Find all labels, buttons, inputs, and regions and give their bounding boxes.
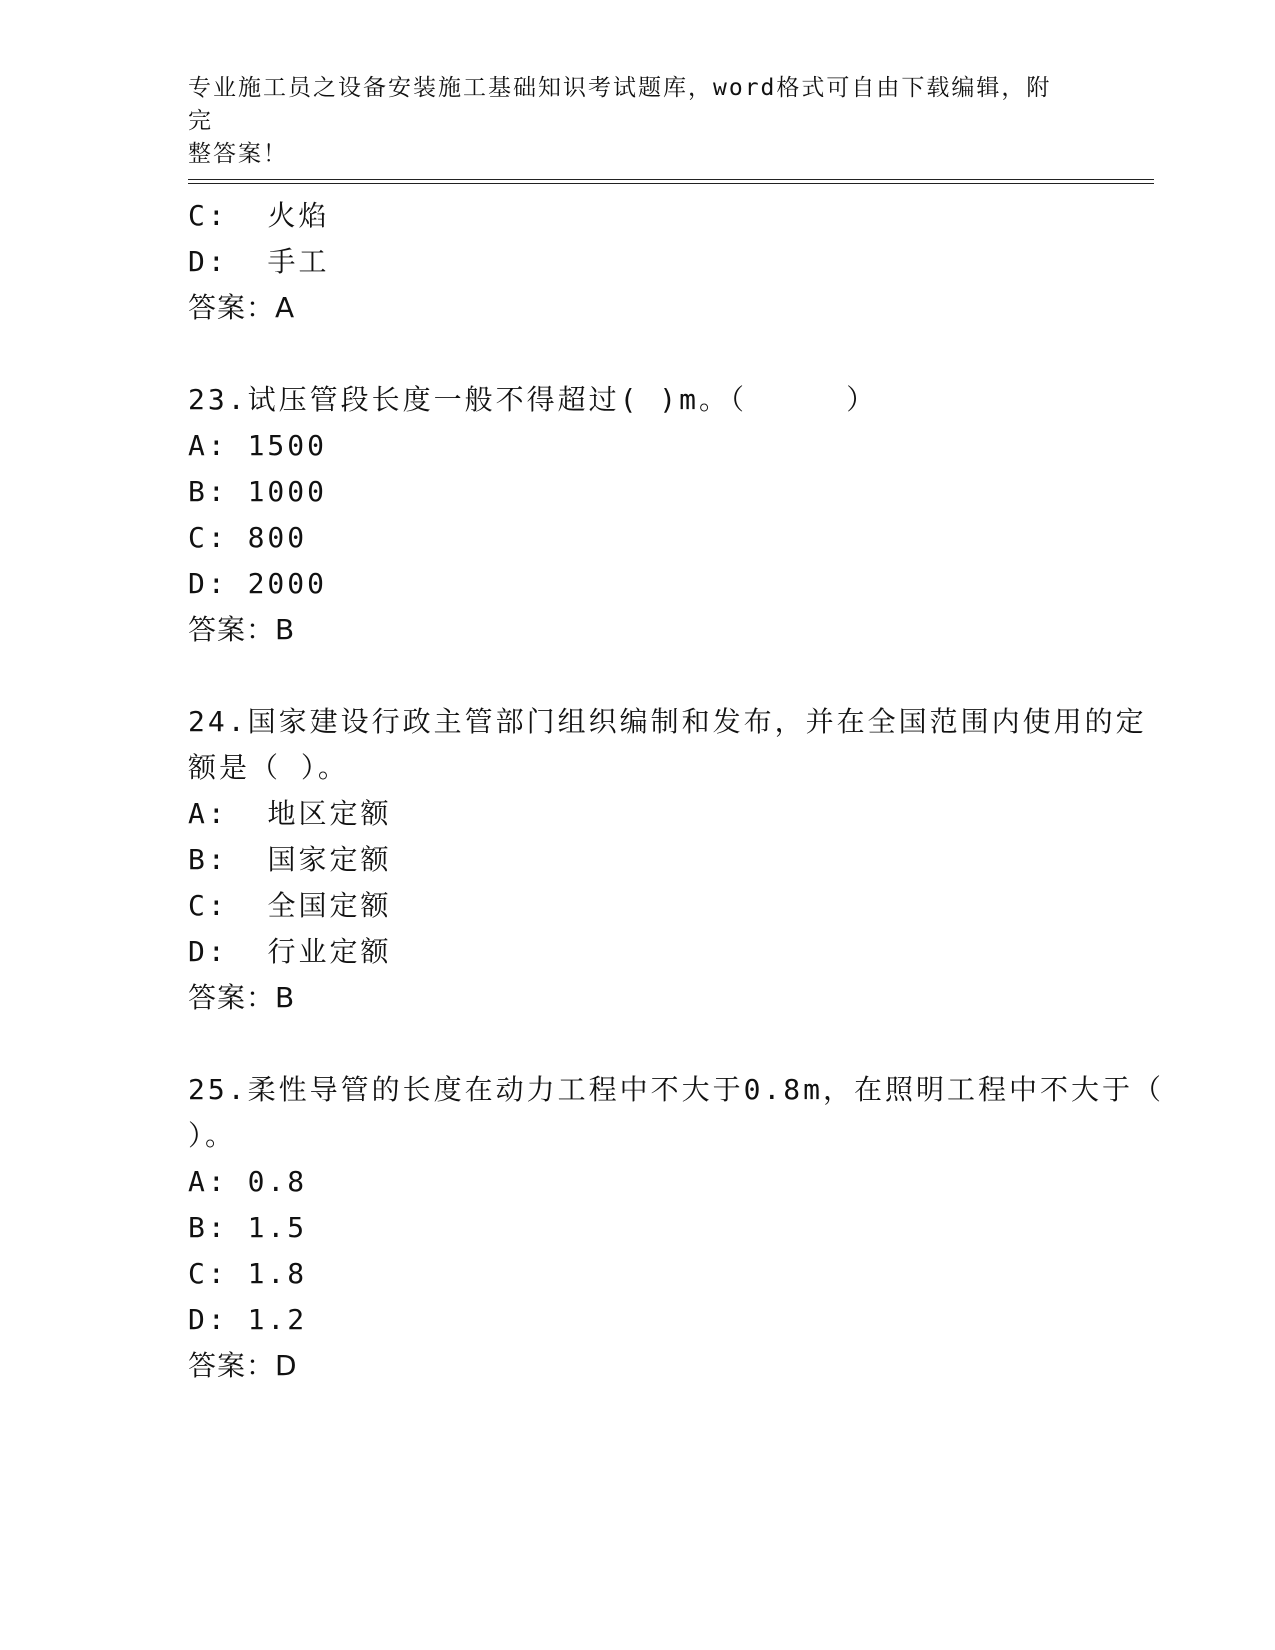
spacer bbox=[188, 331, 1088, 377]
option-line: C: 800 bbox=[188, 521, 308, 554]
option-line: D: 1.2 bbox=[188, 1303, 308, 1336]
answer-line: 答案：B bbox=[188, 613, 296, 646]
question-text-continued: 额是（ ）。 bbox=[188, 751, 349, 784]
option-label: C bbox=[188, 199, 208, 232]
spacer bbox=[188, 1021, 1088, 1067]
option-text: 火焰 bbox=[267, 199, 330, 232]
question-list bbox=[188, 193, 1165, 1389]
option-label: A bbox=[188, 797, 208, 830]
option-text: 1.5 bbox=[247, 1211, 308, 1244]
option-text: 1500 bbox=[247, 429, 328, 462]
option-text: 1.8 bbox=[247, 1257, 308, 1290]
option-line: B: 1000 bbox=[188, 475, 328, 508]
option-label: A bbox=[188, 1165, 208, 1198]
option-line: C: 1.8 bbox=[188, 1257, 308, 1290]
option-line: D: 手工 bbox=[188, 245, 330, 278]
option-label: A bbox=[188, 429, 208, 462]
header-line-2: 整答案！ bbox=[188, 141, 288, 167]
spacer bbox=[188, 653, 1088, 699]
header-divider-top bbox=[188, 179, 1154, 180]
option-label: C bbox=[188, 521, 208, 554]
option-label: C bbox=[188, 889, 208, 922]
option-text: 800 bbox=[247, 521, 308, 554]
option-text: 2000 bbox=[247, 567, 328, 600]
question-text: 23.试压管段长度一般不得超过( )m。（ ） bbox=[188, 383, 878, 416]
option-label: C bbox=[188, 1257, 208, 1290]
question-text: 24.国家建设行政主管部门组织编制和发布，并在全国范围内使用的定 bbox=[188, 705, 1147, 738]
option-line: B: 1.5 bbox=[188, 1211, 308, 1244]
option-label: D bbox=[188, 567, 208, 600]
option-text: 1.2 bbox=[247, 1303, 308, 1336]
option-text: 国家定额 bbox=[267, 843, 392, 876]
option-line: C: 火焰 bbox=[188, 199, 330, 232]
option-label: D bbox=[188, 1303, 208, 1336]
option-line: B: 国家定额 bbox=[188, 843, 392, 876]
option-label: D bbox=[188, 245, 208, 278]
answer-line: 答案：D bbox=[188, 1349, 298, 1382]
option-line: A: 1500 bbox=[188, 429, 328, 462]
option-line: C: 全国定额 bbox=[188, 889, 392, 922]
question-text-continued: ）。 bbox=[188, 1119, 237, 1152]
option-label: B bbox=[188, 1211, 208, 1244]
question-text: 25.柔性导管的长度在动力工程中不大于0.8m，在照明工程中不大于（ bbox=[188, 1073, 1165, 1106]
header-divider-bottom bbox=[188, 183, 1154, 184]
option-line: D: 2000 bbox=[188, 567, 328, 600]
option-text: 0.8 bbox=[247, 1165, 308, 1198]
answer-line: 答案：B bbox=[188, 981, 296, 1014]
option-text: 1000 bbox=[247, 475, 328, 508]
header-line-1: 专业施工员之设备安装施工基础知识考试题库，word格式可自由下载编辑，附完 bbox=[188, 75, 1052, 134]
answer-line: 答案：A bbox=[188, 291, 296, 324]
option-line: A: 地区定额 bbox=[188, 797, 392, 830]
option-label: B bbox=[188, 475, 208, 508]
option-line: D: 行业定额 bbox=[188, 935, 392, 968]
option-line: A: 0.8 bbox=[188, 1165, 308, 1198]
option-text: 行业定额 bbox=[267, 935, 392, 968]
option-text: 地区定额 bbox=[267, 797, 392, 830]
option-label: D bbox=[188, 935, 208, 968]
option-label: B bbox=[188, 843, 208, 876]
option-text: 全国定额 bbox=[267, 889, 392, 922]
document-header bbox=[188, 72, 1068, 171]
option-text: 手工 bbox=[267, 245, 330, 278]
